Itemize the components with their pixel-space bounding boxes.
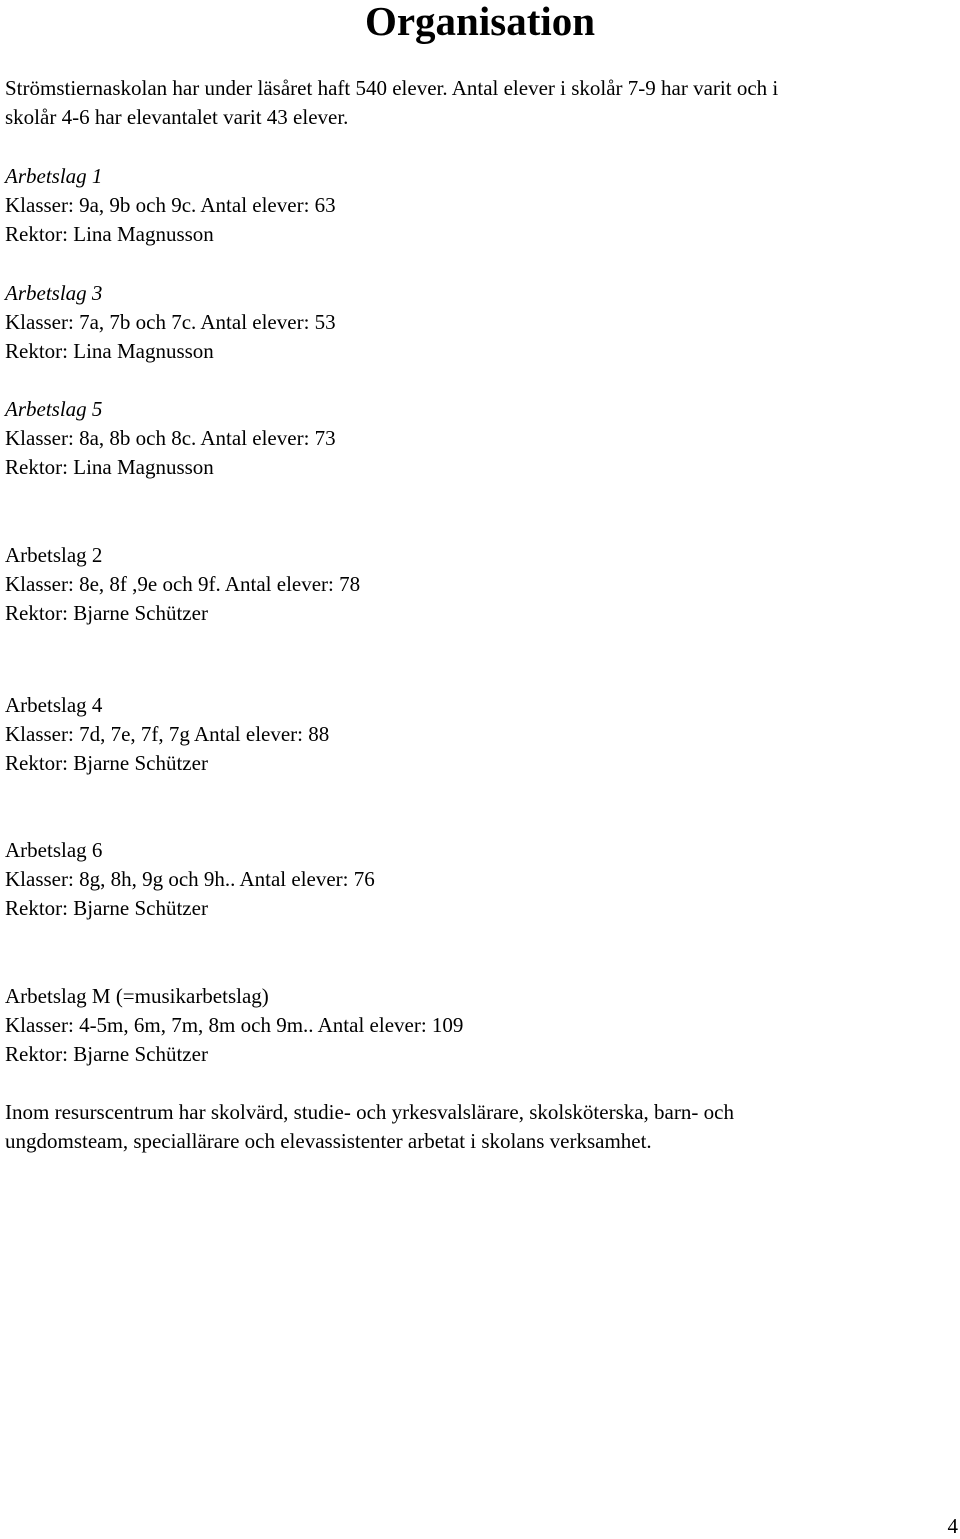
team-name: Arbetslag M (=musikarbetslag)	[5, 984, 269, 1008]
page-number: 4	[947, 1514, 958, 1538]
team-name: Arbetslag 2	[5, 543, 103, 567]
team-principal: Rektor: Bjarne Schützer	[5, 751, 208, 775]
team-principal: Rektor: Lina Magnusson	[5, 339, 214, 363]
team-classes: Klasser: 8e, 8f ,9e och 9f. Antal elever: 78	[5, 572, 361, 596]
closing-line: ungdomsteam, speciallärare och elevassistenter arbetat i skolans verksamhet.	[5, 1129, 652, 1153]
team-principal: Rektor: Lina Magnusson	[5, 222, 214, 246]
team-name: Arbetslag 4	[5, 693, 103, 717]
team-principal: Rektor: Bjarne Schützer	[5, 601, 208, 625]
team-classes: Klasser: 4-5m, 6m, 7m, 8m och 9m.. Antal elever: 109	[5, 1013, 464, 1037]
team-name: Arbetslag 5	[5, 397, 103, 421]
intro-line: skolår 4-6 har elevantalet varit 43 elever.	[5, 105, 349, 129]
closing-line: Inom resurscentrum har skolvärd, studie- och yrkesvalslärare, skolsköterska, barn- och	[5, 1100, 734, 1124]
team-classes: Klasser: 7d, 7e, 7f, 7g Antal elever: 88	[5, 722, 330, 746]
team-name: Arbetslag 6	[5, 838, 103, 862]
team-classes: Klasser: 7a, 7b och 7c. Antal elever: 53	[5, 310, 336, 334]
team-principal: Rektor: Lina Magnusson	[5, 455, 214, 479]
team-name: Arbetslag 1	[5, 164, 103, 188]
team-principal: Rektor: Bjarne Schützer	[5, 896, 208, 920]
team-classes: Klasser: 8g, 8h, 9g och 9h.. Antal elever: 76	[5, 867, 375, 891]
intro-line: Strömstiernaskolan har under läsåret haft 540 elever. Antal elever i skolår 7-9 har varit och i	[5, 76, 779, 100]
team-principal: Rektor: Bjarne Schützer	[5, 1042, 208, 1066]
team-classes: Klasser: 8a, 8b och 8c. Antal elever: 73	[5, 426, 336, 450]
team-name: Arbetslag 3	[5, 281, 103, 305]
team-classes: Klasser: 9a, 9b och 9c. Antal elever: 63	[5, 193, 336, 217]
page-title: Organisation	[364, 0, 596, 44]
